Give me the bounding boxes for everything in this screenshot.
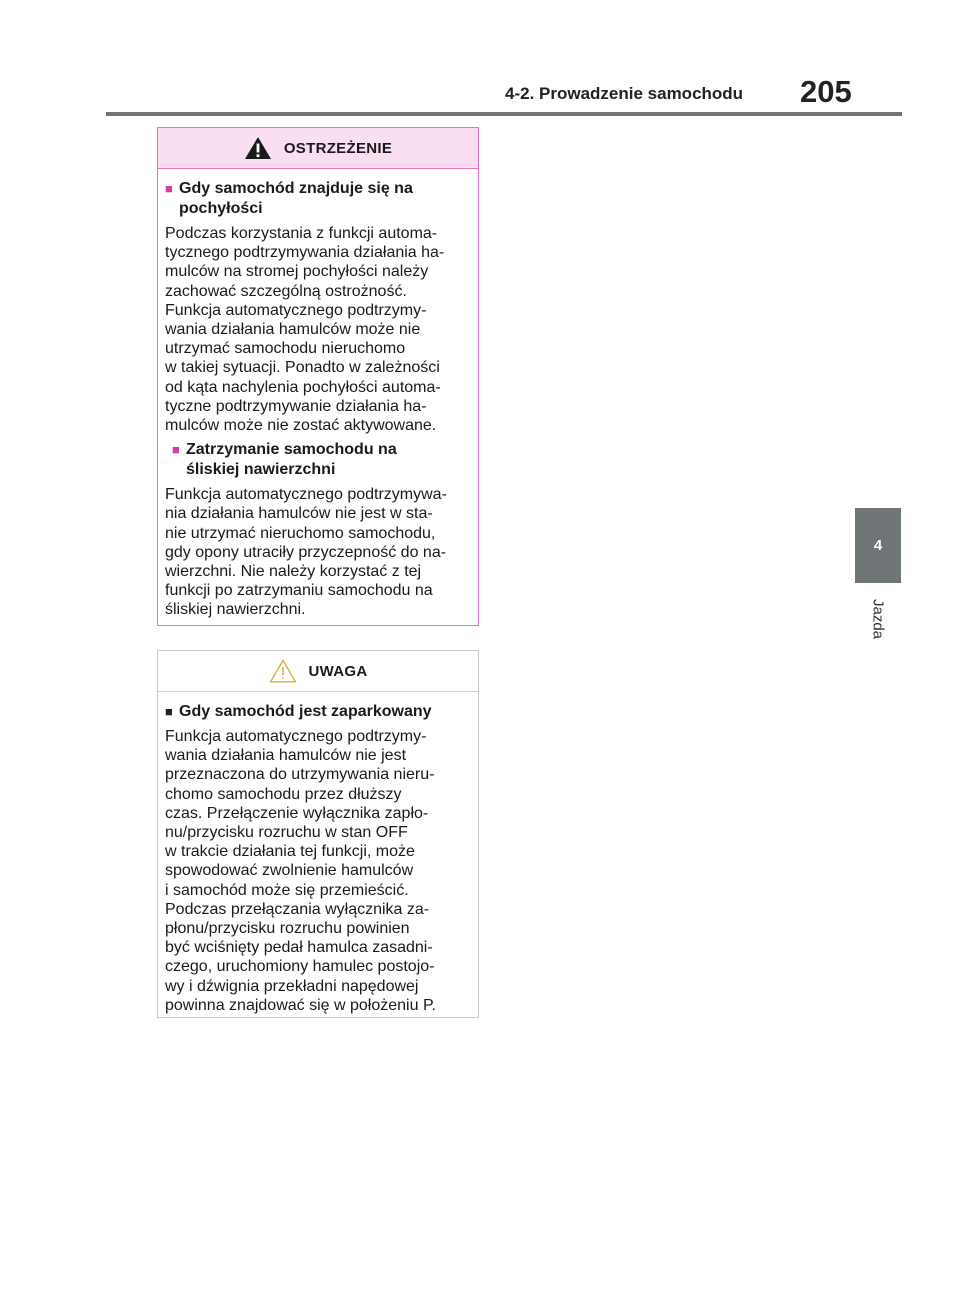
text-line: tyczne podtrzymywanie działania ha- <box>165 397 427 415</box>
text-line: śliskiej nawierzchni. <box>165 601 306 619</box>
square-bullet-icon: ■ <box>165 181 173 196</box>
text-line: wania działania hamulców może nie <box>165 321 421 339</box>
chapter-label: Jazda <box>869 598 887 640</box>
warning-paragraph <box>165 224 474 435</box>
text-line: Funkcja automatycznego podtrzymy- <box>165 728 427 745</box>
heading-line: Zatrzymanie samochodu na <box>186 441 397 459</box>
warning-box <box>157 127 479 626</box>
warning-box-body <box>158 169 478 620</box>
square-bullet-icon: ■ <box>172 442 180 458</box>
square-bullet-icon: ■ <box>165 704 173 719</box>
text-line: tycznego podtrzymywania działania ha- <box>165 244 445 262</box>
notice-box-body <box>158 692 478 1015</box>
text-line: powinna znajdować się w położeniu P. <box>165 996 436 1014</box>
text-line: utrzymać samochodu nieruchomo <box>165 340 406 358</box>
text-line: mulców na stromej pochyłości należy <box>165 263 429 281</box>
page-number: 205 <box>800 74 852 109</box>
text-line: od kąta nachylenia pochyłości automa- <box>165 378 441 396</box>
text-line: spowodować zwolnienie hamulców <box>165 862 414 880</box>
text-line: wierzchni. Nie należy korzystać z tej <box>165 563 422 581</box>
text-line: Funkcja automatycznego podtrzymy- <box>165 301 427 319</box>
text-line: nu/przycisku rozruchu w stan OFF <box>165 824 408 842</box>
warning-paragraph <box>165 485 474 619</box>
heading-line: Gdy samochód jest zaparkowany <box>179 703 432 720</box>
text-line: funkcji po zatrzymaniu samochodu na <box>165 582 433 600</box>
text-line: Podczas przełączania wyłącznika za- <box>165 900 430 918</box>
text-line: mulców może nie zostać aktywowane. <box>165 417 437 435</box>
text-line: zachować szczególną ostrożność. <box>165 282 407 300</box>
notice-subheading <box>165 702 474 722</box>
warning-box-title: OSTRZEŻENIE <box>283 139 393 157</box>
warning-triangle-outline-icon <box>269 659 297 683</box>
text-line: czas. Przełączenie wyłącznika zapło- <box>165 804 429 822</box>
text-line: być wciśnięty pedał hamulca zasadni- <box>165 939 433 957</box>
warning-box-header <box>158 128 478 169</box>
notice-paragraph <box>165 727 474 1015</box>
chapter-tab: 4 <box>855 508 901 583</box>
warning-triangle-filled-icon <box>244 136 272 160</box>
heading-line: pochyłości <box>179 200 263 217</box>
text-line: gdy opony utraciły przyczepność do na- <box>165 543 447 561</box>
text-line: nia działania hamulców nie jest w sta- <box>165 505 433 523</box>
text-line: wania działania hamulców nie jest <box>165 747 407 765</box>
section-title: 4-2. Prowadzenie samochodu <box>505 84 744 103</box>
text-line: przeznaczona do utrzymywania nieru- <box>165 766 435 784</box>
text-line: wy i dźwignia przekładni napędowej <box>165 977 419 995</box>
text-line: i samochód może się przemieścić. <box>165 881 409 899</box>
header-rule <box>106 112 902 116</box>
notice-box-header <box>158 651 478 692</box>
text-line: chomo samochodu przez dłuższy <box>165 785 402 803</box>
text-line: czego, uruchomiony hamulec postojo- <box>165 958 435 976</box>
text-line: nie utrzymać nieruchomo samochodu, <box>165 524 436 542</box>
warning-subheading <box>165 179 474 219</box>
text-line: Funkcja automatycznego podtrzymywa- <box>165 486 447 504</box>
text-line: w trakcie działania tej funkcji, może <box>165 843 415 861</box>
text-line: płonu/przycisku rozruchu powinien <box>165 920 410 938</box>
heading-line: Gdy samochód znajduje się na <box>179 180 413 197</box>
heading-line: śliskiej nawierzchni <box>186 461 336 479</box>
text-line: w takiej sytuacji. Ponadto w zależności <box>165 359 440 377</box>
notice-box <box>157 650 479 1018</box>
notice-box-title: UWAGA <box>308 662 368 680</box>
warning-subheading <box>165 440 474 480</box>
text-line: Podczas korzystania z funkcji automa- <box>165 225 438 242</box>
